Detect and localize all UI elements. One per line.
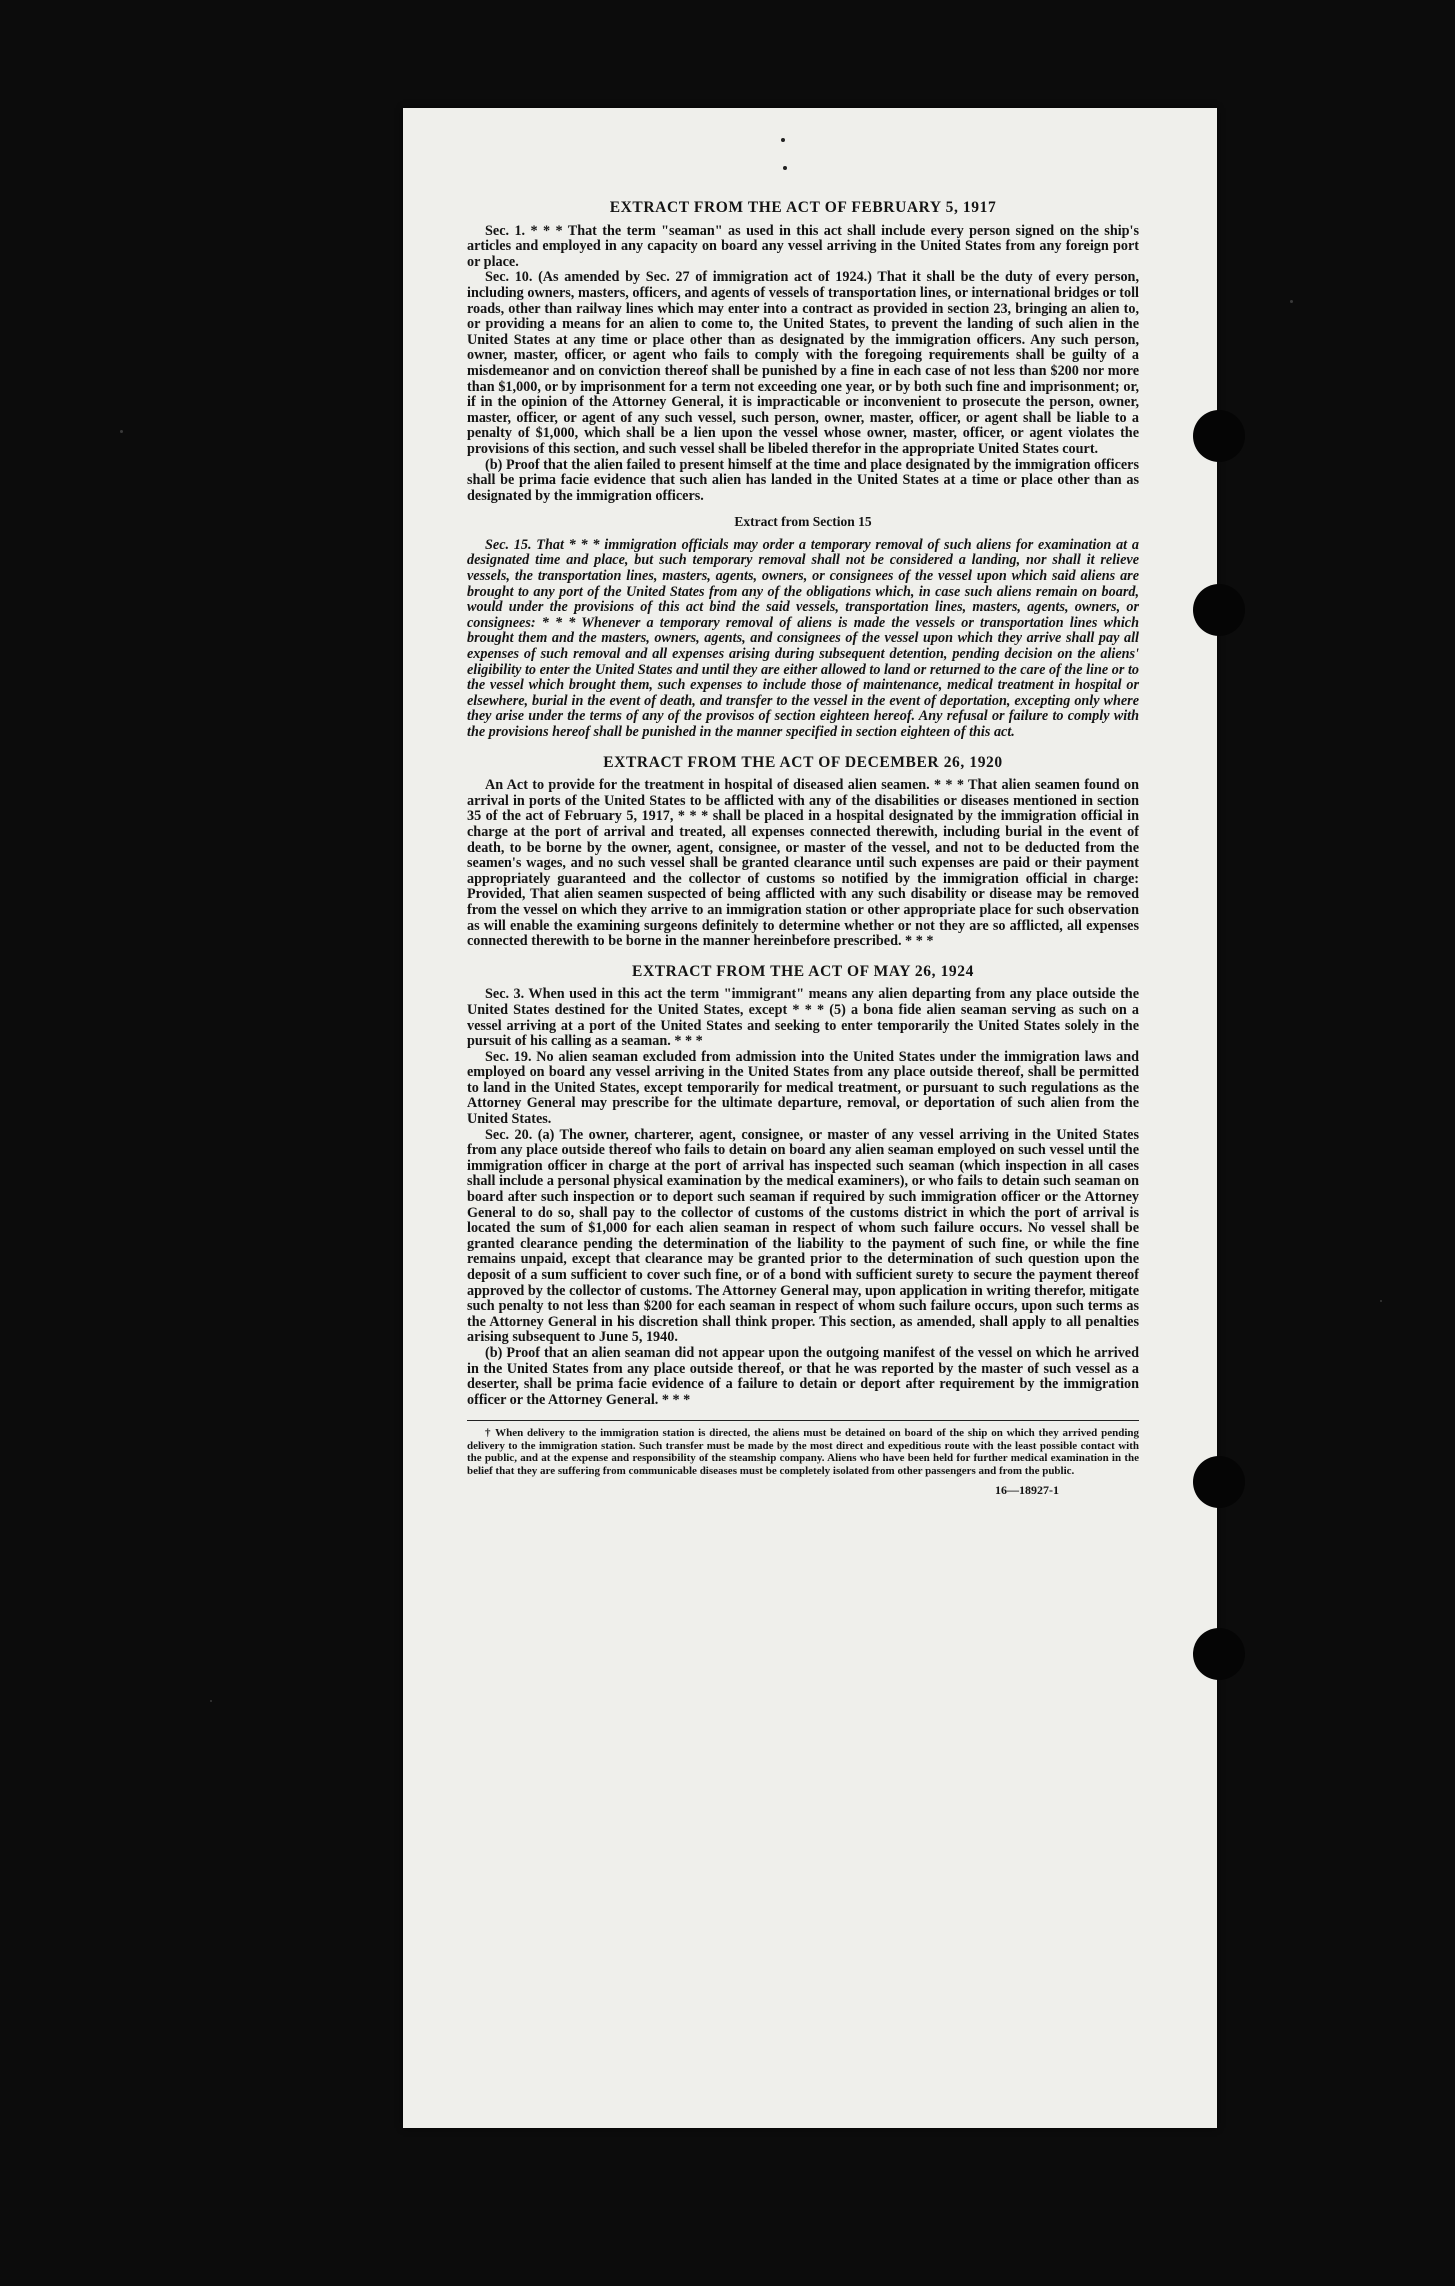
scan-speck [1290,300,1293,303]
footnote: † When delivery to the immigration station is directed, the aliens must be detained on board of the ship on which they arrived pending delivery to the immigration station. Such transfer must be made by the most direct and expeditious route with the least possible contact with the public, and at the expense and responsibility of the steamship company. Aliens who have been held for further medical examination in the belief that they are suffering from communicable diseases must be completely isolated from other passengers and from the public. [467,1427,1139,1477]
paper-mark [783,166,787,170]
paragraph-sec-10-b: (b) Proof that the alien failed to present himself at the time and place designated by the immigration officers shall be prima facie evidence that such alien has landed in the United States at a time or place other than as designated by the immigration officers. [467,456,1139,504]
paragraph-act-1920: An Act to provide for the treatment in hospital of diseased alien seamen. * * * That alien seamen found on arrival in ports of the United States to be afflicted with any of the disabilities or diseases mentioned in section 35 of the act of February 5, 1917, * * * shall be placed in a hospital designated by the immigration official in charge at the port of arrival and treated, all expenses connected therewith, including burial in the event of death, to be borne by the owner, agent, consignee, or master of the vessel, and not to be deducted from the seamen's wages, and no such vessel shall be granted clearance until such expenses are paid or their payment appropriately guaranteed and the collector of customs so notified by the immigration official in charge: Provided, That alien seamen suspected of being afflicted with any such disability or disease may be removed from the vessel on which they arrive to an immigration station or other appropriate place for such observation as will enable the examining surgeons definitely to determine whether or not they are so afflicted, all expenses connected therewith to be borne in the manner hereinbefore prescribed. * * * [467,777,1139,950]
paragraph-sec-15: Sec. 15. That * * * immigration officials may order a temporary removal of such aliens for examination at a designated time and place, but such temporary removal shall not be considered a landing, nor shall it relieve vessels, the transportation lines, masters, agents, owners, or consignees of the vessel upon which said aliens are brought to any port of the United States from any of the obligations which, in case such aliens remain on board, would under the provisions of this act bind the said vessels, transportation lines, masters, agents, owners, or consignees: * * * Whenever a temporary removal of aliens is made the vessels or transportation lines which brought them and the masters, owners, agents, and consignees of the vessel upon which they arrive shall pay all expenses of such removal and all expenses arising during subsequent detention, pending decision on the aliens' eligibility to enter the United States and until they are either allowed to land or returned to the care of the line or to the vessel which brought them, such expenses to include those of maintenance, medical treatment in hospital or elsewhere, burial in the event of death, and transfer to the vessel in the event of deportation, excepting only where they arise under the terms of any of the provisos of section eighteen hereof. Any refusal or failure to comply with the provisions hereof shall be punished in the manner specified in section eighteen of this act. [467,536,1139,740]
punch-hole [1193,1628,1245,1680]
heading-act-1917: EXTRACT FROM THE ACT OF FEBRUARY 5, 1917 [609,199,997,216]
paragraph-sec-20-b: (b) Proof that an alien seaman did not appear upon the outgoing manifest of the vessel on which he arrived in the United States from any place outside thereof, or that he was reported by the master of such vessel as a deserter, shall be prima facie evidence of a failure to detain or deport after requirement by the immigration officer or the Attorney General. * * * [467,1344,1139,1408]
punch-hole [1193,1456,1245,1508]
paragraph-sec-19: Sec. 19. No alien seaman excluded from admission into the United States under the immigration laws and employed on board any vessel arriving in the United States from any place outside thereof, shall be permitted to land in the United States, except temporarily for medical treatment, or pursuant to such regulations as the Attorney General may prescribe for the ultimate departure, removal, or deportation of such alien from the United States. [467,1048,1139,1128]
scan-speck [1380,1300,1382,1302]
paragraph-sec-1: Sec. 1. * * * That the term "seaman" as used in this act shall include every person signed on the ship's articles and employed in any capacity on board any vessel arriving in the United States from any foreign port or place. [467,222,1139,270]
paragraph-sec-10: Sec. 10. (As amended by Sec. 27 of immigration act of 1924.) That it shall be the duty of every person, including owners, masters, officers, and agents of vessels of transportation lines, or international bridges or toll roads, other than railway lines which may enter into a contract as provided in section 23, bringing an alien to, or providing a means for an alien to come to, the United States, to prevent the landing of such alien in the United States at any time or place other than as designated by the immigration officers. Any such person, owner, master, officer, or agent who fails to comply with the foregoing requirements shall be guilty of a misdemeanor and on conviction thereof shall be punished by a fine in each case of not less than $200 nor more than $1,000, or by imprisonment for a term not exceeding one year, or by both such fine and imprisonment; or, if in the opinion of the Attorney General, it is impracticable or inconvenient to prosecute the person, owner, master, officer, or agent of any such vessel, such person, owner, master, officer, or agent shall be liable to a penalty of $1,000, which shall be a lien upon the vessel whose owner, master, officer, or agent violates the provisions of this section, and such vessel shall be libeled therefor in the appropriate United States court. [467,269,1139,457]
scan-speck [210,1700,212,1702]
punch-hole [1193,410,1245,462]
paragraph-sec-20-a: Sec. 20. (a) The owner, charterer, agent, consignee, or master of any vessel arriving in the United States from any place outside thereof who fails to detain on board any alien seaman employed on such vessel until the immigration officer in charge at the port of arrival has inspected such seaman (which inspection in all cases shall include a personal physical examination by the medical examiners), or who fails to detain such seaman on board after such inspection or to deport such seaman if required by such immigration officer or the Attorney General to do so, shall pay to the collector of customs of the customs district in which the port of arrival is located the sum of $1,000 for each alien seaman in respect of whom such failure occurs. No vessel shall be granted clearance pending the determination of the liability to the payment of such fine, or while the fine remains unpaid, except that clearance may be granted prior to the determination of such question upon the deposit of a sum sufficient to cover such fine, or of a bond with sufficient surety to secure the payment thereof approved by the collector of customs. The Attorney General may, upon application in writing therefor, mitigate such penalty to not less than $200 for each seaman in respect of whom such failure occurs, upon such terms as the Attorney General in his discretion shall think proper. This section, as amended, shall apply to all penalties arising subsequent to June 5, 1940. [467,1126,1139,1346]
document-body [467,200,1139,1499]
paragraph-sec-3: Sec. 3. When used in this act the term "immigrant" means any alien departing from any place outside the United States destined for the United States, except * * * (5) a bona fide alien seaman serving as such on a vessel arriving at a port of the United States and seeking to enter temporarily the United States solely in the pursuit of his calling as a seaman. * * * [467,986,1139,1050]
heading-act-1924: EXTRACT FROM THE ACT OF MAY 26, 1924 [632,962,974,980]
paper-mark [781,138,785,142]
scan-speck [120,430,123,433]
heading-section-15: Extract from Section 15 [734,514,872,530]
footnote-divider [467,1420,1139,1421]
document-page [403,108,1217,2128]
heading-act-1920: EXTRACT FROM THE ACT OF DECEMBER 26, 1920 [603,753,1003,771]
form-number: 16—18927-1 [995,1482,1059,1497]
punch-hole [1193,584,1245,636]
